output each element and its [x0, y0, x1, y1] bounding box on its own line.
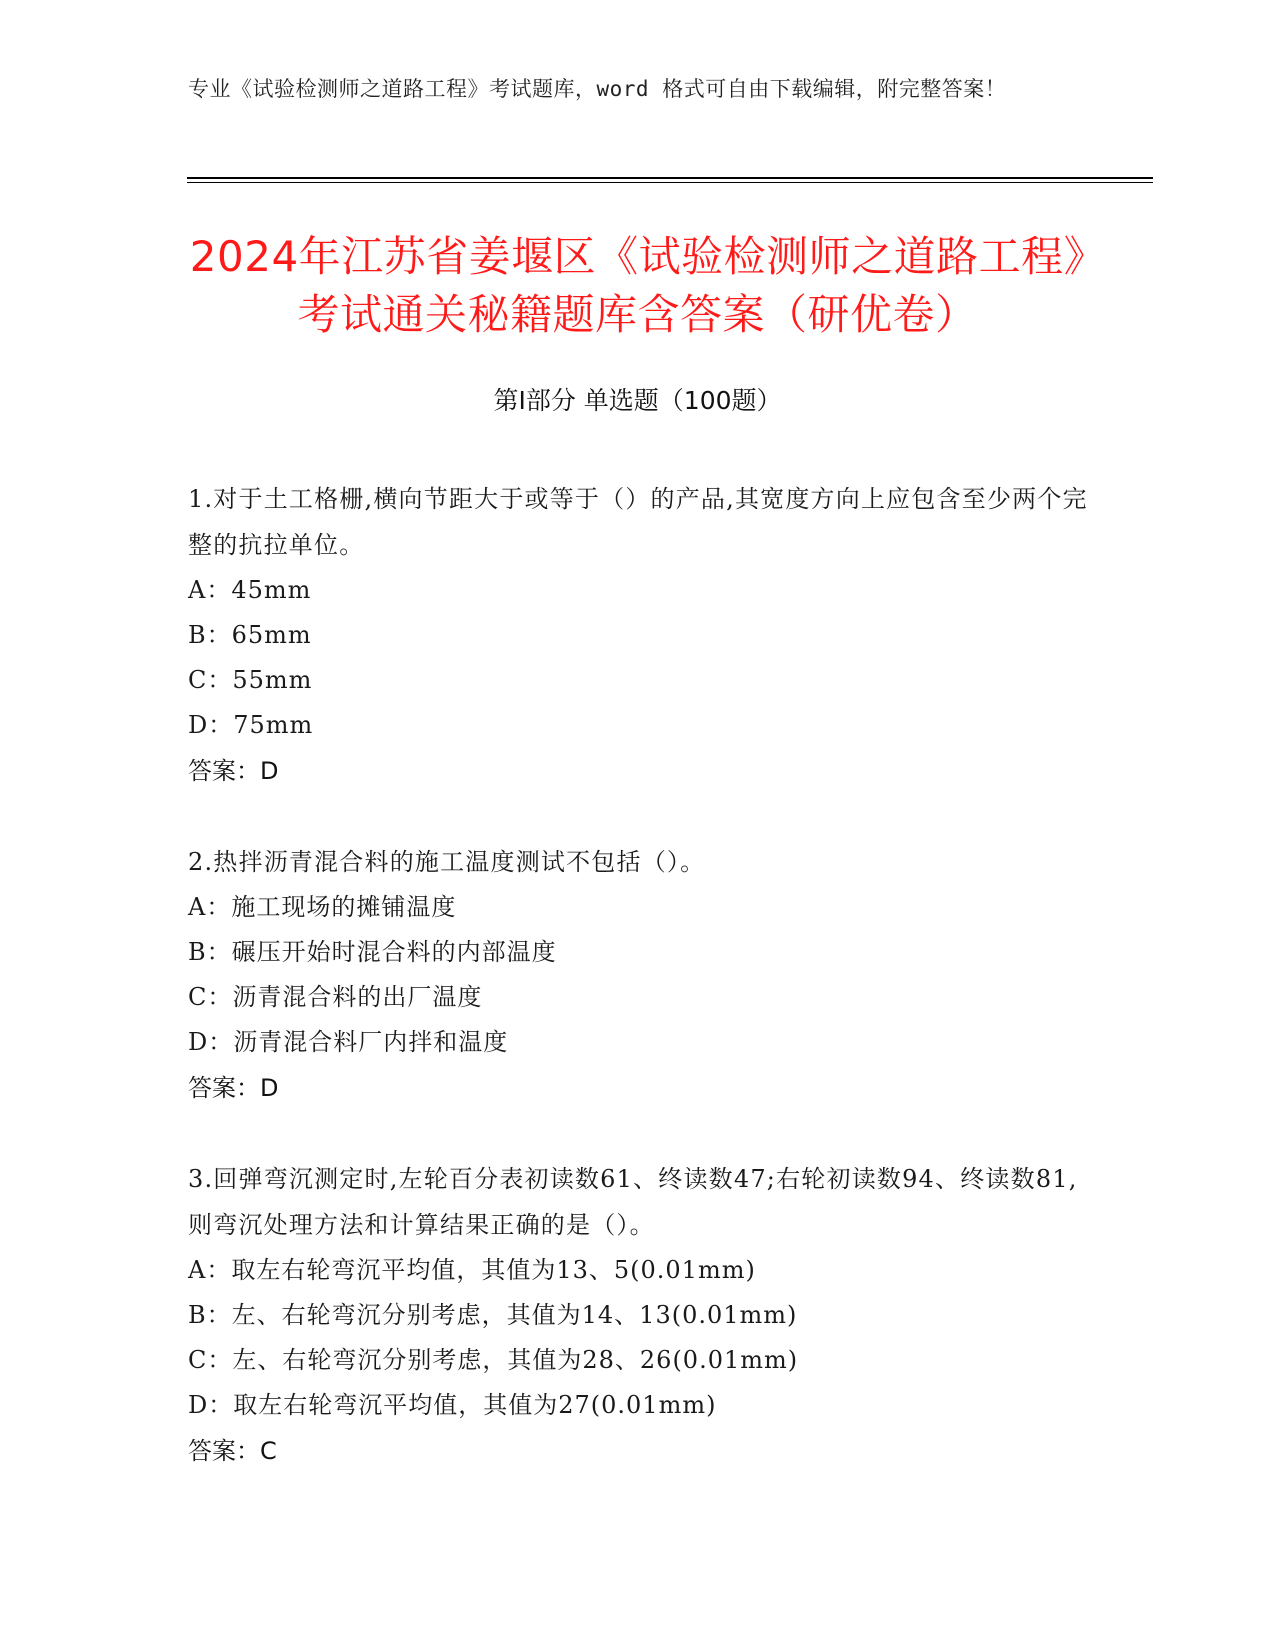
question-stem: 3.回弹弯沉测定时,左轮百分表初读数61、终读数47;右轮初读数94、终读数81,则弯沉处理方法和计算结果正确的是（）。 [188, 1165, 1078, 1239]
question-stem: 1.对于土工格栅,横向节距大于或等于（）的产品,其宽度方向上应包含至少两个完整的抗拉单位。 [188, 485, 1088, 559]
header-divider-thick [187, 177, 1153, 179]
question-list [188, 476, 1088, 1519]
option-c: C：左、右轮弯沉分别考虑，其值为28、26(0.01mm) [188, 1346, 799, 1374]
option-d: D：75mm [188, 711, 314, 739]
header-divider-thin [187, 182, 1153, 183]
option-b: B：左、右轮弯沉分别考虑，其值为14、13(0.01mm) [188, 1301, 798, 1329]
option-c: C：55mm [188, 666, 313, 694]
option-d: D：沥青混合料厂内拌和温度 [188, 1028, 509, 1056]
section-heading: 第Ⅰ部分 单选题（100题） [493, 386, 782, 415]
option-a: A：45mm [188, 576, 312, 604]
header-note: 专业《试验检测师之道路工程》考试题库，word 格式可自由下载编辑，附完整答案！ [188, 77, 1007, 101]
option-b: B：65mm [188, 621, 312, 649]
answer: 答案：D [188, 1074, 279, 1102]
option-a: A：施工现场的摊铺温度 [188, 893, 457, 921]
option-b: B：碾压开始时混合料的内部温度 [188, 938, 557, 966]
option-c: C：沥青混合料的出厂温度 [188, 983, 483, 1011]
answer: 答案：D [188, 757, 279, 785]
question-2 [188, 839, 1088, 1111]
answer: 答案：C [188, 1437, 277, 1465]
question-stem: 2.热拌沥青混合料的施工温度测试不包括（）。 [188, 848, 706, 876]
question-3 [188, 1156, 1088, 1474]
document-title: 2024年江苏省姜堰区《试验检测师之道路工程》考试通关秘籍题库含答案（研优卷） [189, 232, 1086, 339]
question-1 [188, 476, 1088, 794]
option-a: A：取左右轮弯沉平均值，其值为13、5(0.01mm) [188, 1256, 756, 1284]
option-d: D：取左右轮弯沉平均值，其值为27(0.01mm) [188, 1391, 717, 1419]
